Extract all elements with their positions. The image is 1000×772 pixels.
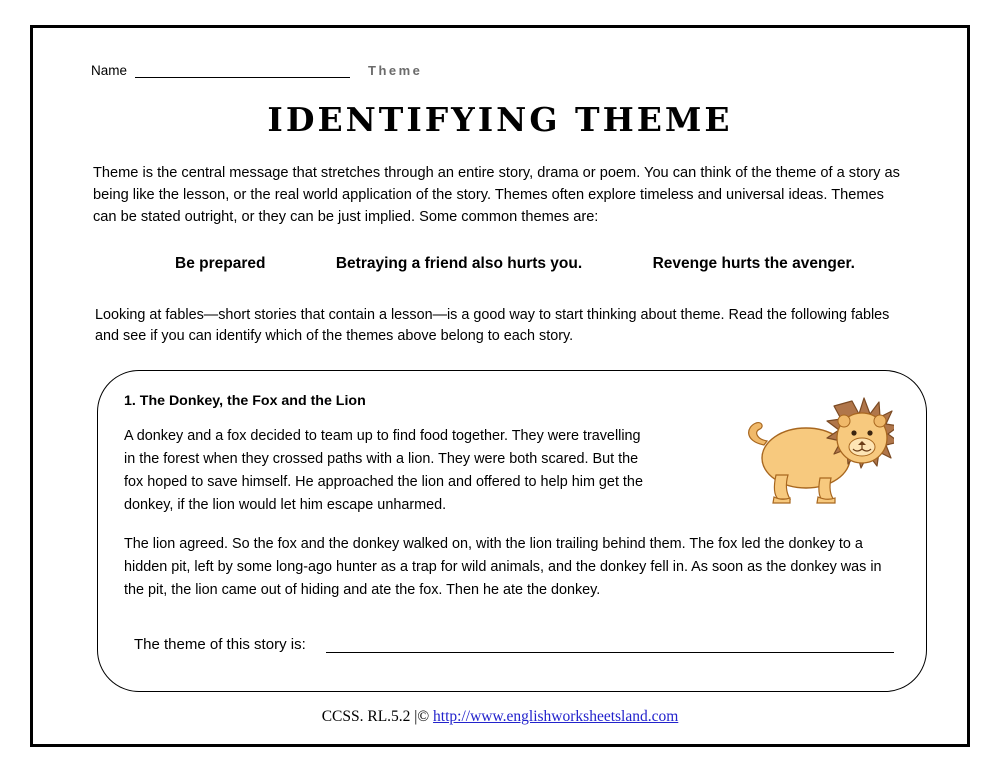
footer-standard: CCSS. RL.5.2 |© xyxy=(321,708,434,725)
answer-label: The theme of this story is: xyxy=(134,636,306,654)
lion-illustration xyxy=(734,383,894,518)
answer-row xyxy=(124,636,898,653)
worksheet-sheet xyxy=(30,25,970,747)
name-label: Name xyxy=(91,63,128,78)
story-box xyxy=(97,370,927,692)
directions-paragraph: Looking at fables—short stories that contain a lesson—is a good way to start thinking about theme. Read the following fables and see if you can identify which of the themes above belong to each story. xyxy=(95,306,890,345)
subject-tag: Theme xyxy=(368,63,423,78)
footer xyxy=(33,708,967,726)
name-input-line[interactable] xyxy=(135,64,350,78)
story-paragraph-2: The lion agreed. So the fox and the donkey walked on, with the lion trailing behind them. The fox led the donkey to a hidden pit, left by some long-ago hunter as a trap for wild animals, and the donkey fell in. As soon as the donkey was in the pit, the lion came out of hiding and ate the fox. Then he ate the donkey. xyxy=(124,536,882,599)
theme-example-3: Revenge hurts the avenger. xyxy=(652,254,855,272)
answer-input-line[interactable] xyxy=(326,638,894,653)
story-title: 1. The Donkey, the Fox and the Lion xyxy=(124,392,366,409)
story-paragraph-1: A donkey and a fox decided to team up to find food together. They were travelling in the forest when they crossed paths with a lion. They were both scared. But the fox hoped to save himself. He approached the lion and offered to help him get the donkey, if the lion would let him escape unharmed. xyxy=(124,427,643,514)
page-title: IDENTIFYING THEME xyxy=(267,100,733,139)
worksheet-content xyxy=(33,28,967,744)
name-row xyxy=(65,52,935,78)
footer-link[interactable]: http://www.englishworksheetsland.com xyxy=(433,708,679,725)
intro-paragraph: Theme is the central message that stretches through an entire story, drama or poem. You can think of the theme of a story as being like the lesson, or the real world application of the story. Themes often explore timeless and universal ideas. Themes can be stated outright, or they can be just implied. Some common themes are: xyxy=(93,165,900,225)
theme-example-1: Be prepared xyxy=(175,254,266,272)
theme-examples-row xyxy=(65,255,935,273)
theme-example-2: Betraying a friend also hurts you. xyxy=(335,254,583,272)
